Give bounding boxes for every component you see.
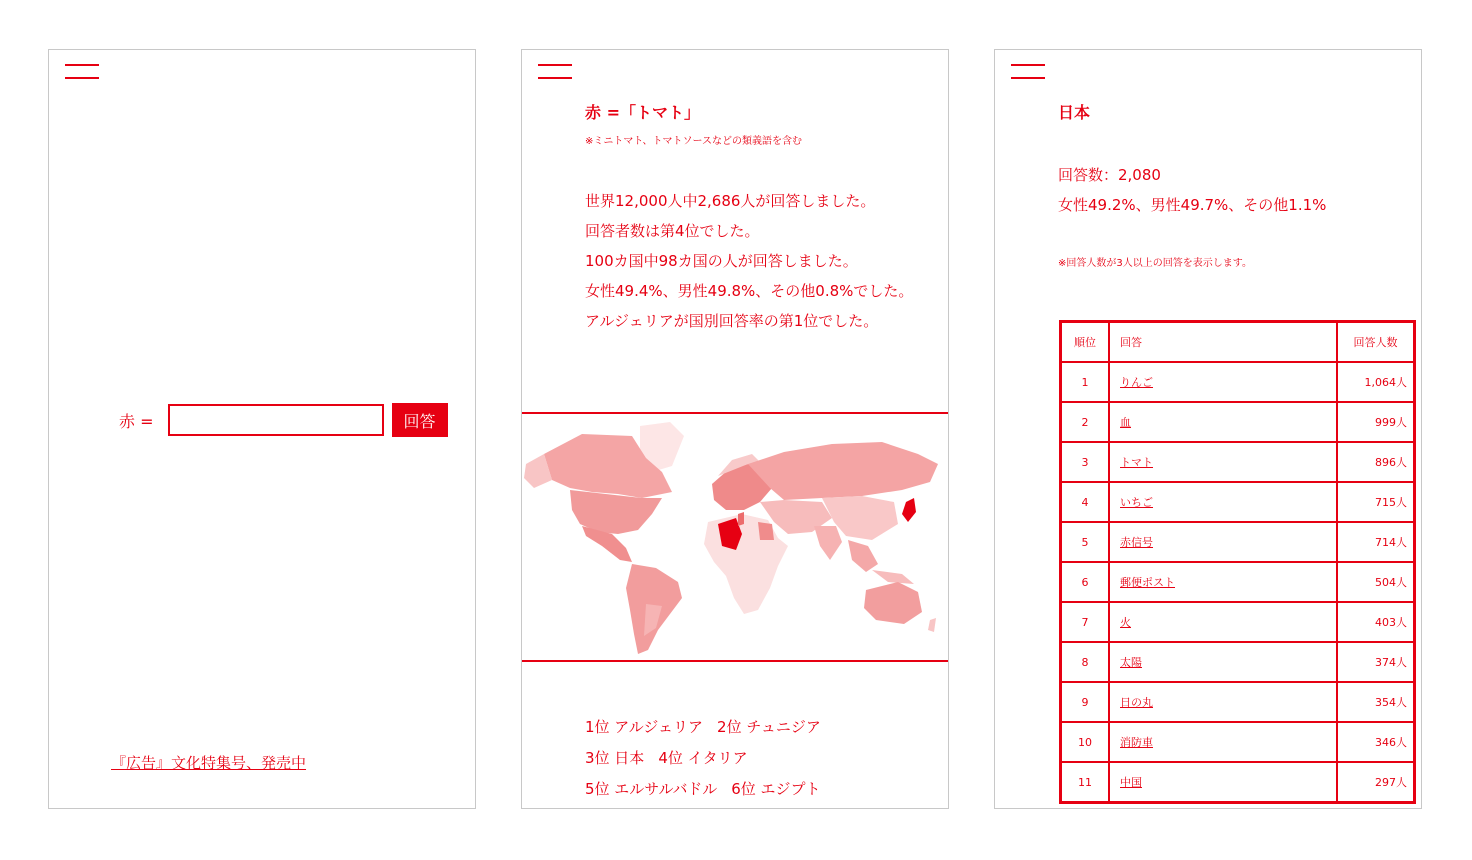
row-count: 374人 xyxy=(1337,642,1415,682)
row-count: 403人 xyxy=(1337,602,1415,642)
answer-link[interactable]: 赤信号 xyxy=(1120,536,1153,549)
table-header-row xyxy=(1061,322,1415,363)
row-rank: 9 xyxy=(1061,682,1110,722)
answer-link[interactable]: りんご xyxy=(1120,376,1153,389)
row-answer xyxy=(1109,682,1337,722)
stat-line: 世界12,000人中2,686人が回答しました。 xyxy=(585,192,876,210)
answer-label: 赤 = xyxy=(119,411,154,431)
table-row xyxy=(1061,722,1415,762)
answer-link[interactable]: 郵便ポスト xyxy=(1120,576,1175,589)
ranking-item: 4位 イタリア xyxy=(658,749,748,767)
answer-link[interactable]: 日の丸 xyxy=(1120,696,1153,709)
table-row xyxy=(1061,442,1415,482)
row-rank: 10 xyxy=(1061,722,1110,762)
row-answer xyxy=(1109,562,1337,602)
row-rank: 8 xyxy=(1061,642,1110,682)
row-count: 346人 xyxy=(1337,722,1415,762)
screen-answer-entry xyxy=(48,49,476,809)
country-stats xyxy=(1058,160,1326,220)
row-rank: 1 xyxy=(1061,362,1110,402)
row-count: 354人 xyxy=(1337,682,1415,722)
country-title: 日本 xyxy=(1058,103,1091,122)
ranking-item: 1位 アルジェリア xyxy=(585,718,704,736)
row-rank: 11 xyxy=(1061,762,1110,803)
row-rank: 6 xyxy=(1061,562,1110,602)
row-count: 1,064人 xyxy=(1337,362,1415,402)
row-answer xyxy=(1109,442,1337,482)
gender-breakdown: 女性49.2%、男性49.7%、その他1.1% xyxy=(1058,196,1327,214)
ranking-row xyxy=(585,774,821,805)
submit-answer-button[interactable]: 回答 xyxy=(392,403,448,437)
table-row xyxy=(1061,602,1415,642)
row-rank: 4 xyxy=(1061,482,1110,522)
row-count: 999人 xyxy=(1337,402,1415,442)
row-rank: 7 xyxy=(1061,602,1110,642)
row-count: 504人 xyxy=(1337,562,1415,602)
menu-icon[interactable] xyxy=(538,64,572,80)
answer-link[interactable]: 消防車 xyxy=(1120,736,1153,749)
table-row xyxy=(1061,522,1415,562)
answer-form xyxy=(119,403,448,437)
stat-line: 女性49.4%、男性49.8%、その他0.8%でした。 xyxy=(585,282,914,300)
world-map-graphic xyxy=(522,414,948,660)
header-rank: 順位 xyxy=(1061,322,1110,363)
stat-line: アルジェリアが国別回答率の第1位でした。 xyxy=(585,312,879,330)
row-rank: 5 xyxy=(1061,522,1110,562)
header-answer: 回答 xyxy=(1109,322,1337,363)
header-count: 回答人数 xyxy=(1337,322,1415,363)
row-answer xyxy=(1109,602,1337,642)
screen-results-world xyxy=(521,49,949,809)
table-row xyxy=(1061,362,1415,402)
row-answer xyxy=(1109,642,1337,682)
result-title: 赤 =「トマト」 xyxy=(585,103,700,122)
table-row xyxy=(1061,682,1415,722)
ranking-item: 5位 エルサルバドル xyxy=(585,780,718,798)
answer-link[interactable]: 中国 xyxy=(1120,776,1142,789)
stat-line: 100カ国中98カ国の人が回答しました。 xyxy=(585,252,858,270)
world-map[interactable] xyxy=(522,412,948,662)
table-row xyxy=(1061,762,1415,803)
promo-link[interactable]: 『広告』文化特集号、発売中 xyxy=(111,754,307,772)
answer-link[interactable]: 血 xyxy=(1120,416,1131,429)
ranking-row xyxy=(585,743,821,774)
answer-link[interactable]: 太陽 xyxy=(1120,656,1142,669)
row-count: 896人 xyxy=(1337,442,1415,482)
row-rank: 3 xyxy=(1061,442,1110,482)
ranking-row xyxy=(585,712,821,743)
row-rank: 2 xyxy=(1061,402,1110,442)
row-answer xyxy=(1109,402,1337,442)
table-row xyxy=(1061,642,1415,682)
screen-results-country xyxy=(994,49,1422,809)
stat-line: 回答者数は第4位でした。 xyxy=(585,222,760,240)
menu-icon[interactable] xyxy=(65,64,99,80)
row-answer xyxy=(1109,722,1337,762)
result-stats xyxy=(585,186,935,336)
menu-icon[interactable] xyxy=(1011,64,1045,80)
row-answer xyxy=(1109,522,1337,562)
row-answer xyxy=(1109,362,1337,402)
answer-link[interactable]: 火 xyxy=(1120,616,1131,629)
ranking-item: 6位 エジプト xyxy=(731,780,821,798)
synonym-note: ※ミニトマト、トマトソースなどの類義語を含む xyxy=(585,136,802,147)
table-row xyxy=(1061,402,1415,442)
answer-input[interactable] xyxy=(168,404,384,436)
answer-link[interactable]: いちご xyxy=(1120,496,1153,509)
table-row xyxy=(1061,562,1415,602)
table-note: ※回答人数が3人以上の回答を表示します。 xyxy=(1058,258,1252,269)
row-count: 715人 xyxy=(1337,482,1415,522)
row-answer xyxy=(1109,762,1337,803)
country-rankings xyxy=(585,712,821,805)
respondent-count: 回答数：2,080 xyxy=(1058,166,1161,184)
answer-link[interactable]: トマト xyxy=(1120,456,1153,469)
answers-table xyxy=(1059,320,1416,804)
row-count: 297人 xyxy=(1337,762,1415,803)
ranking-item: 2位 チュニジア xyxy=(717,718,821,736)
ranking-item: 3位 日本 xyxy=(585,749,645,767)
row-count: 714人 xyxy=(1337,522,1415,562)
row-answer xyxy=(1109,482,1337,522)
table-row xyxy=(1061,482,1415,522)
